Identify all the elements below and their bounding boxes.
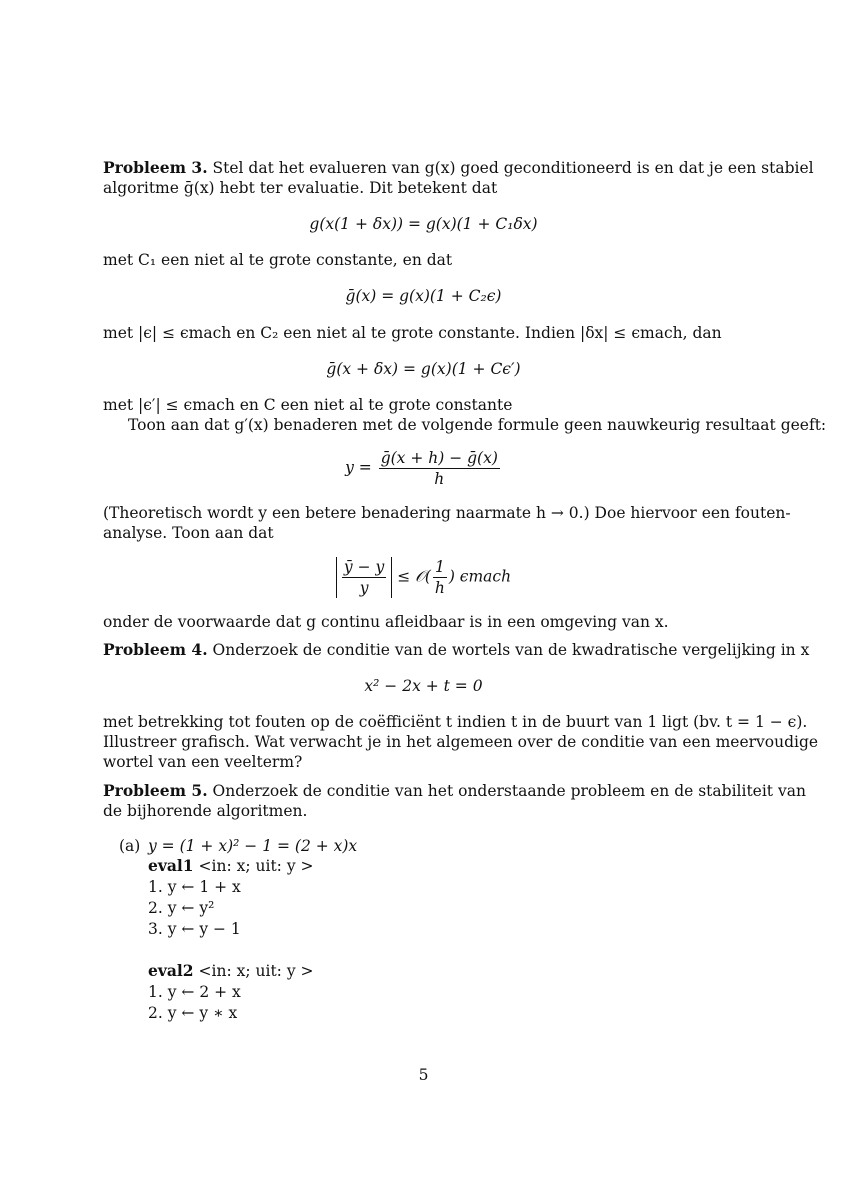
p3-line-3: met C₁ een niet al te grote constante, en dat <box>103 251 453 269</box>
p3-line-6: Toon aan dat g′(x) benaderen met de volgende formule geen nauwkeurig resultaat geeft: <box>128 416 827 434</box>
p5-label: Probleem 5. <box>103 781 208 800</box>
eq5-numerator: ȳ − y <box>343 558 385 576</box>
eq5-fraction <box>342 557 386 598</box>
p3-line-4: met |ϵ| ≤ ϵmach en C₂ een niet al te grote constante. Indien |δx| ≤ ϵmach, dan <box>103 324 722 342</box>
eq5-denominator: y <box>359 579 369 597</box>
p3-line-5: met |ϵ′| ≤ ϵmach en C een niet al te grote constante <box>103 396 513 414</box>
p3-line-7: (Theoretisch wordt y een betere benadering naarmate h → 0.) Doe hiervoor een fouten- <box>103 504 791 522</box>
p3-label: Probleem 3. <box>103 158 208 177</box>
p3-line-9: onder de voorwaarde dat g continu afleidbaar is in een omgeving van x. <box>103 613 669 631</box>
p5-line-2: de bijhorende algoritmen. <box>103 802 308 820</box>
p4-line-1 <box>103 640 810 660</box>
p3-equation-3: ḡ(x + δx) = g(x)(1 + Cϵ′) <box>326 360 521 378</box>
eval1-signature: <in: x; uit: y > <box>198 857 314 875</box>
eq5-inner-fraction <box>433 557 447 598</box>
eq4-fraction <box>379 448 500 489</box>
eq4-numerator: ḡ(x + h) − ḡ(x) <box>380 449 498 467</box>
eval1-step: 1. y ← 1 + x <box>148 878 241 896</box>
p3-line-2: algoritme ḡ(x) hebt ter evaluatie. Dit betekent dat <box>103 179 498 197</box>
eq5-abs <box>336 557 392 598</box>
eq4-denominator: h <box>434 470 445 488</box>
p3-text-1: Stel dat het evalueren van g(x) goed geconditioneerd is en dat je een stabiel <box>212 159 814 177</box>
eval1-name: eval1 <box>148 856 194 875</box>
eval2-step: 1. y ← 2 + x <box>148 983 241 1001</box>
eq5-rhs-1: ≤ 𝒪( <box>397 567 431 586</box>
eval2-header <box>148 961 314 981</box>
p3-equation-1: g(x(1 + δx)) = g(x)(1 + C₁δx) <box>309 215 538 233</box>
p4-line-2: met betrekking tot fouten op de coëfficiënt t indien t in de buurt van 1 ligt (bv. t = 1 − ϵ). <box>103 713 808 731</box>
p4-text-1: Onderzoek de conditie van de wortels van de kwadratische vergelijking in x <box>212 641 810 659</box>
eq4-lhs: y = <box>345 458 372 477</box>
eq5-rhs-2: ) ϵmach <box>448 567 512 586</box>
p4-label: Probleem 4. <box>103 640 208 659</box>
p5-text-1: Onderzoek de conditie van het onderstaande probleem en de stabiliteit van <box>212 782 806 800</box>
p4-equation: x² − 2x + t = 0 <box>364 677 483 695</box>
item-a-equation: y = (1 + x)² − 1 = (2 + x)x <box>148 837 358 855</box>
eval2-signature: <in: x; uit: y > <box>198 962 314 980</box>
p3-line-8: analyse. Toon aan dat <box>103 524 274 542</box>
p3-equation-4 <box>0 448 847 489</box>
item-a-label: (a) <box>119 837 141 855</box>
page-number: 5 <box>418 1066 429 1084</box>
p4-line-3: Illustreer grafisch. Wat verwacht je in het algemeen over de conditie van een meervoudige <box>103 733 819 751</box>
p3-line-1 <box>103 158 814 178</box>
p4-line-4: wortel van een veelterm? <box>103 753 303 771</box>
p5-line-1 <box>103 781 806 801</box>
eval2-step: 2. y ← y ∗ x <box>148 1004 238 1022</box>
eval1-step: 3. y ← y − 1 <box>148 920 241 938</box>
eval2-name: eval2 <box>148 961 194 980</box>
eq5-inner-numerator: 1 <box>434 558 445 576</box>
p3-equation-2: ḡ(x) = g(x)(1 + C₂ϵ) <box>345 287 502 305</box>
eq5-inner-denominator: h <box>434 579 445 597</box>
eval1-header <box>148 856 314 876</box>
eval1-step: 2. y ← y² <box>148 899 215 917</box>
p3-equation-5 <box>0 557 847 598</box>
